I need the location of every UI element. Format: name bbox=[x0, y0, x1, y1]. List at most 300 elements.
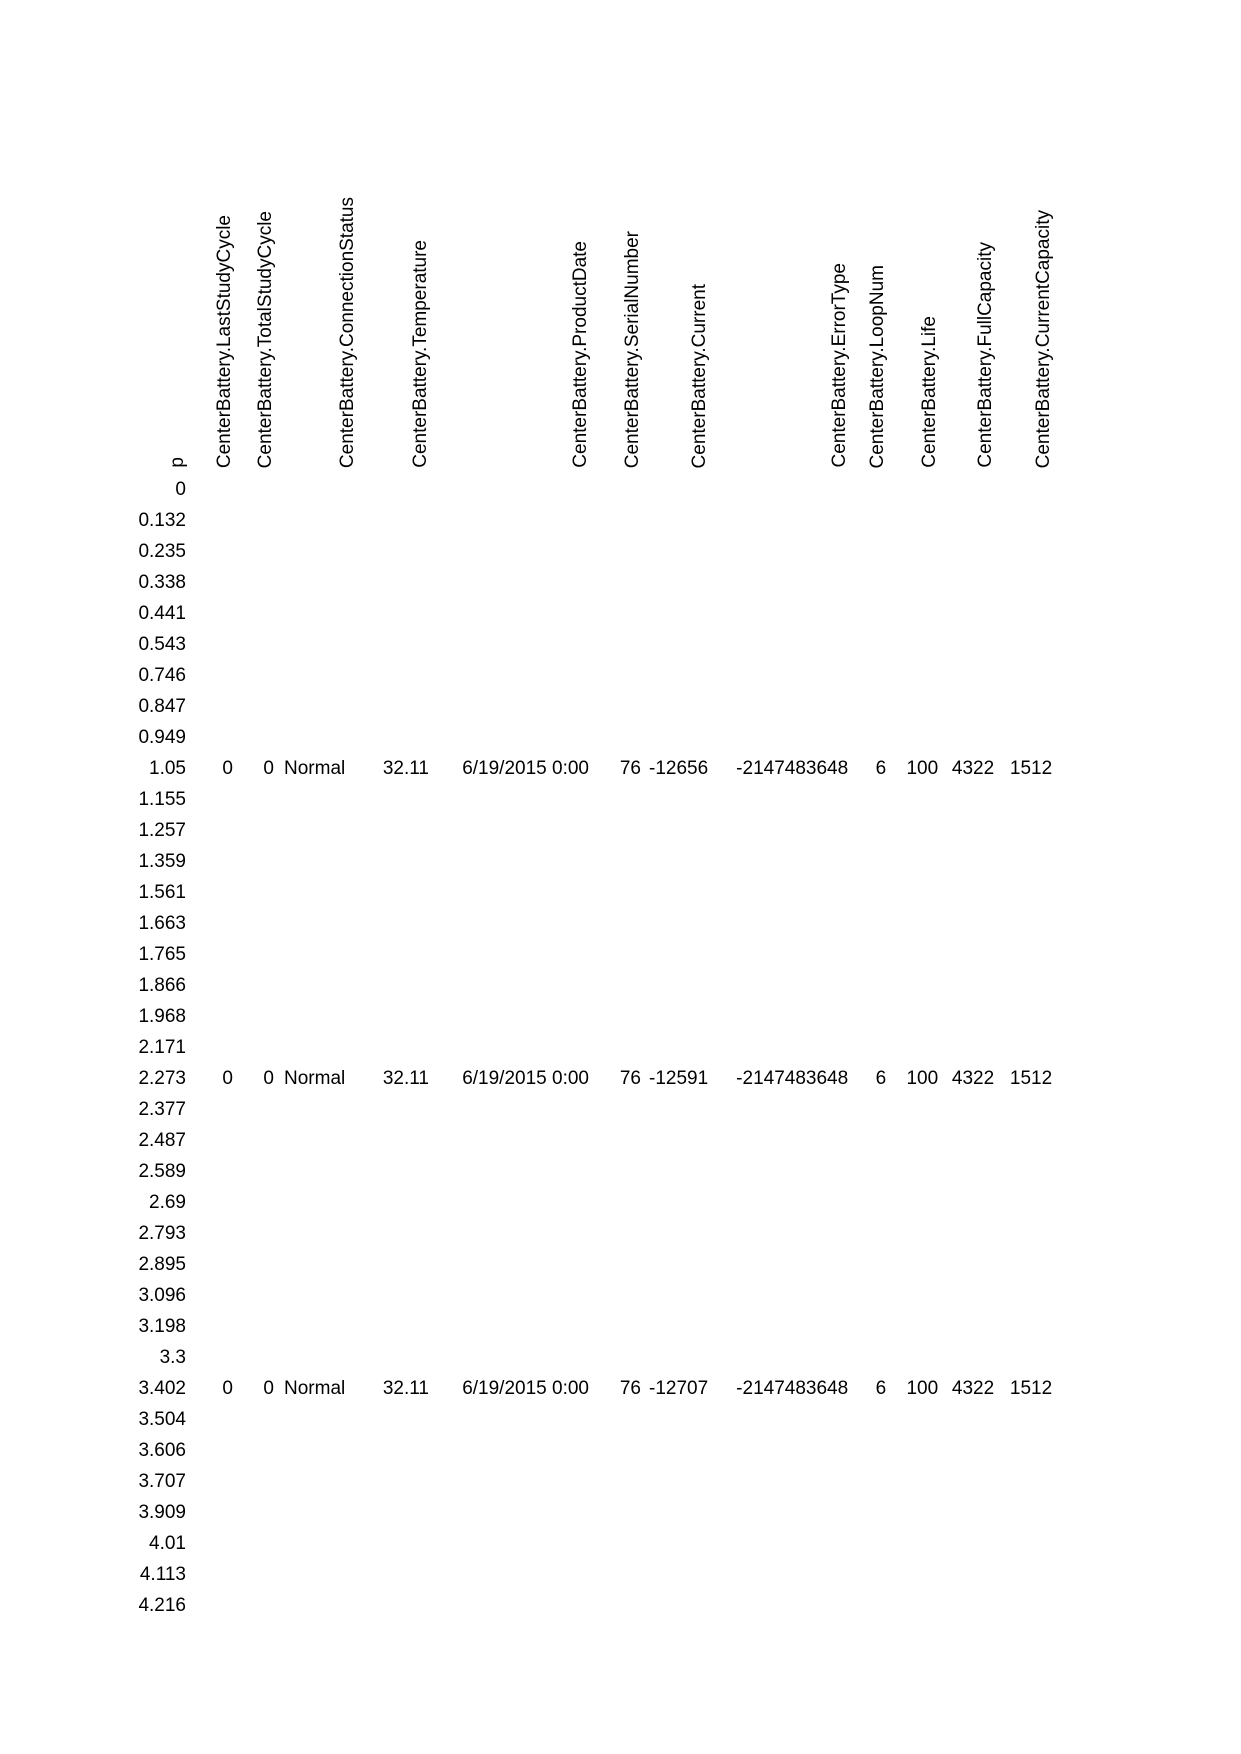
cell-product-date bbox=[433, 660, 593, 691]
cell-current-capacity bbox=[998, 1404, 1056, 1435]
row-p-value: 3.909 bbox=[138, 1502, 186, 1523]
cell-loop-num bbox=[852, 939, 890, 970]
cell-full-capacity bbox=[942, 1094, 998, 1125]
table-row bbox=[124, 1125, 1056, 1156]
cell-temperature bbox=[360, 1001, 433, 1032]
row-p-value: 4.01 bbox=[149, 1533, 186, 1554]
cell-product-date bbox=[433, 1342, 593, 1373]
column-header-p bbox=[124, 140, 190, 474]
cell-product-date: 6/19/2015 0:00 bbox=[462, 1378, 589, 1399]
cell-product-date bbox=[433, 1187, 593, 1218]
table-row bbox=[124, 691, 1056, 722]
row-p-value: 4.113 bbox=[139, 1564, 186, 1585]
cell-product-date bbox=[433, 1249, 593, 1280]
cell-life bbox=[890, 939, 942, 970]
cell-current-capacity bbox=[998, 1528, 1056, 1559]
cell-serial-number bbox=[593, 660, 645, 691]
column-header-loop-num bbox=[852, 140, 890, 474]
cell-last-study-cycle bbox=[190, 1249, 237, 1280]
cell-product-date bbox=[433, 1466, 593, 1497]
row-p-value: 1.663 bbox=[138, 913, 186, 934]
cell-product-date bbox=[433, 1032, 593, 1063]
row-p-value: 3.606 bbox=[138, 1440, 186, 1461]
column-header-current-capacity-label: CenterBattery.CurrentCapacity bbox=[1033, 209, 1055, 468]
cell-temperature bbox=[360, 1218, 433, 1249]
cell-current-capacity bbox=[998, 536, 1056, 567]
cell-current-capacity bbox=[998, 1001, 1056, 1032]
cell-serial-number bbox=[593, 1435, 645, 1466]
cell-connection-status bbox=[278, 536, 360, 567]
cell-connection-status bbox=[278, 1497, 360, 1528]
cell-error-type: -2147483648 bbox=[736, 1068, 849, 1089]
cell-last-study-cycle bbox=[190, 1466, 237, 1497]
cell-life bbox=[890, 1528, 942, 1559]
cell-serial-number bbox=[593, 505, 645, 536]
cell-current-capacity bbox=[998, 1125, 1056, 1156]
column-header-temperature bbox=[360, 140, 433, 474]
row-p-value: 1.968 bbox=[138, 1006, 186, 1027]
cell-serial-number bbox=[593, 815, 645, 846]
table-row bbox=[124, 908, 1056, 939]
cell-loop-num bbox=[852, 784, 890, 815]
cell-serial-number bbox=[593, 877, 645, 908]
cell-total-study-cycle bbox=[237, 1559, 278, 1590]
cell-connection-status bbox=[278, 1435, 360, 1466]
cell-last-study-cycle bbox=[190, 1590, 237, 1621]
cell-temperature bbox=[360, 505, 433, 536]
cell-life bbox=[890, 567, 942, 598]
cell-life bbox=[890, 1559, 942, 1590]
cell-error-type bbox=[712, 1218, 852, 1249]
cell-current bbox=[645, 1125, 712, 1156]
cell-temperature bbox=[360, 1466, 433, 1497]
cell-current-capacity bbox=[998, 629, 1056, 660]
cell-connection-status bbox=[278, 1125, 360, 1156]
cell-current-capacity: 1512 bbox=[1009, 1378, 1053, 1399]
cell-current bbox=[645, 1528, 712, 1559]
cell-life bbox=[890, 1094, 942, 1125]
table-row bbox=[124, 1342, 1056, 1373]
cell-current-capacity: 1512 bbox=[1009, 1068, 1053, 1089]
cell-full-capacity bbox=[942, 1466, 998, 1497]
row-p-value: 3.504 bbox=[138, 1409, 186, 1430]
cell-current bbox=[645, 1342, 712, 1373]
cell-loop-num bbox=[852, 1590, 890, 1621]
row-p-value: 3.707 bbox=[138, 1471, 186, 1492]
column-header-loop-num-label: CenterBattery.LoopNum bbox=[867, 264, 889, 468]
cell-connection-status bbox=[278, 1466, 360, 1497]
cell-error-type bbox=[712, 1590, 852, 1621]
row-p-value: 2.589 bbox=[138, 1161, 186, 1182]
cell-current bbox=[645, 846, 712, 877]
cell-serial-number bbox=[593, 1280, 645, 1311]
cell-last-study-cycle bbox=[190, 1404, 237, 1435]
cell-temperature bbox=[360, 908, 433, 939]
cell-temperature bbox=[360, 939, 433, 970]
cell-full-capacity bbox=[942, 784, 998, 815]
cell-temperature bbox=[360, 1590, 433, 1621]
cell-full-capacity bbox=[942, 1187, 998, 1218]
cell-temperature bbox=[360, 567, 433, 598]
cell-temperature bbox=[360, 1249, 433, 1280]
cell-last-study-cycle bbox=[190, 1218, 237, 1249]
cell-connection-status bbox=[278, 629, 360, 660]
cell-full-capacity bbox=[942, 1218, 998, 1249]
cell-temperature bbox=[360, 1187, 433, 1218]
cell-last-study-cycle bbox=[190, 567, 237, 598]
cell-full-capacity bbox=[942, 1559, 998, 1590]
cell-error-type bbox=[712, 598, 852, 629]
table-row bbox=[124, 567, 1056, 598]
cell-full-capacity bbox=[942, 660, 998, 691]
cell-product-date bbox=[433, 691, 593, 722]
cell-total-study-cycle bbox=[237, 1466, 278, 1497]
cell-product-date bbox=[433, 1311, 593, 1342]
cell-product-date bbox=[433, 536, 593, 567]
cell-life bbox=[890, 846, 942, 877]
cell-life bbox=[890, 1125, 942, 1156]
cell-product-date bbox=[433, 1218, 593, 1249]
cell-total-study-cycle bbox=[237, 908, 278, 939]
table-row bbox=[124, 629, 1056, 660]
cell-current bbox=[645, 1311, 712, 1342]
table-row bbox=[124, 939, 1056, 970]
cell-serial-number bbox=[593, 1125, 645, 1156]
cell-current bbox=[645, 939, 712, 970]
cell-last-study-cycle bbox=[190, 846, 237, 877]
cell-serial-number bbox=[593, 598, 645, 629]
cell-error-type bbox=[712, 1156, 852, 1187]
cell-full-capacity: 4322 bbox=[951, 758, 995, 779]
column-header-connection-status-label: CenterBattery.ConnectionStatus bbox=[337, 196, 358, 468]
cell-full-capacity bbox=[942, 1590, 998, 1621]
column-header-total-study-cycle bbox=[237, 140, 278, 474]
cell-current-capacity bbox=[998, 1187, 1056, 1218]
table-row bbox=[124, 1311, 1056, 1342]
row-p-value: 2.377 bbox=[138, 1099, 186, 1120]
table-row bbox=[124, 1435, 1056, 1466]
cell-loop-num bbox=[852, 1125, 890, 1156]
cell-temperature bbox=[360, 691, 433, 722]
column-header-product-date-label: CenterBattery.ProductDate bbox=[570, 241, 591, 468]
cell-full-capacity: 4322 bbox=[951, 1378, 995, 1399]
cell-error-type bbox=[712, 1249, 852, 1280]
cell-product-date bbox=[433, 1001, 593, 1032]
cell-total-study-cycle bbox=[237, 629, 278, 660]
row-p-value: 1.561 bbox=[138, 882, 186, 903]
cell-serial-number bbox=[593, 629, 645, 660]
cell-life: 100 bbox=[906, 1378, 939, 1399]
cell-life bbox=[890, 1342, 942, 1373]
table-row bbox=[124, 1187, 1056, 1218]
cell-serial-number bbox=[593, 908, 645, 939]
cell-temperature bbox=[360, 474, 433, 505]
column-header-total-study-cycle-label: CenterBattery.TotalStudyCycle bbox=[255, 210, 276, 468]
cell-product-date bbox=[433, 1435, 593, 1466]
cell-serial-number bbox=[593, 1559, 645, 1590]
cell-total-study-cycle bbox=[237, 660, 278, 691]
table-row bbox=[124, 1528, 1056, 1559]
cell-full-capacity bbox=[942, 691, 998, 722]
cell-full-capacity bbox=[942, 722, 998, 753]
cell-temperature bbox=[360, 1497, 433, 1528]
cell-serial-number: 76 bbox=[619, 1378, 641, 1399]
cell-connection-status bbox=[278, 1032, 360, 1063]
cell-current: -12591 bbox=[649, 1068, 709, 1089]
cell-current bbox=[645, 1156, 712, 1187]
cell-connection-status bbox=[278, 1311, 360, 1342]
cell-serial-number: 76 bbox=[619, 758, 641, 779]
cell-current-capacity bbox=[998, 691, 1056, 722]
cell-serial-number bbox=[593, 1497, 645, 1528]
row-p-value: 0 bbox=[175, 479, 186, 500]
cell-product-date bbox=[433, 505, 593, 536]
cell-connection-status bbox=[278, 567, 360, 598]
cell-total-study-cycle bbox=[237, 1435, 278, 1466]
cell-loop-num bbox=[852, 846, 890, 877]
row-p-value: 2.487 bbox=[138, 1130, 186, 1151]
cell-error-type bbox=[712, 691, 852, 722]
cell-loop-num bbox=[852, 1001, 890, 1032]
cell-total-study-cycle bbox=[237, 1094, 278, 1125]
cell-error-type bbox=[712, 1342, 852, 1373]
cell-error-type bbox=[712, 1528, 852, 1559]
cell-last-study-cycle bbox=[190, 815, 237, 846]
cell-last-study-cycle: 0 bbox=[222, 1068, 233, 1089]
table-row bbox=[124, 1218, 1056, 1249]
cell-total-study-cycle bbox=[237, 1249, 278, 1280]
cell-full-capacity bbox=[942, 567, 998, 598]
cell-product-date bbox=[433, 567, 593, 598]
cell-connection-status bbox=[278, 474, 360, 505]
table-row bbox=[124, 1032, 1056, 1063]
cell-connection-status bbox=[278, 660, 360, 691]
cell-error-type bbox=[712, 474, 852, 505]
cell-last-study-cycle bbox=[190, 908, 237, 939]
cell-life bbox=[890, 1187, 942, 1218]
cell-loop-num bbox=[852, 970, 890, 1001]
cell-serial-number bbox=[593, 1032, 645, 1063]
cell-total-study-cycle: 0 bbox=[263, 1378, 274, 1399]
cell-connection-status bbox=[278, 1187, 360, 1218]
cell-total-study-cycle bbox=[237, 1218, 278, 1249]
cell-error-type bbox=[712, 1466, 852, 1497]
cell-current bbox=[645, 1280, 712, 1311]
cell-temperature bbox=[360, 1094, 433, 1125]
cell-product-date bbox=[433, 474, 593, 505]
cell-error-type: -2147483648 bbox=[736, 1378, 849, 1399]
cell-full-capacity bbox=[942, 877, 998, 908]
cell-error-type bbox=[712, 1404, 852, 1435]
cell-last-study-cycle: 0 bbox=[222, 1378, 233, 1399]
row-p-value: 1.155 bbox=[138, 789, 186, 810]
cell-current-capacity bbox=[998, 567, 1056, 598]
cell-current-capacity bbox=[998, 1156, 1056, 1187]
cell-connection-status bbox=[278, 846, 360, 877]
row-p-value: 0.441 bbox=[138, 603, 186, 624]
cell-product-date bbox=[433, 1528, 593, 1559]
cell-serial-number bbox=[593, 1590, 645, 1621]
cell-current bbox=[645, 691, 712, 722]
row-p-value: 2.793 bbox=[138, 1223, 186, 1244]
cell-last-study-cycle bbox=[190, 1280, 237, 1311]
cell-life: 100 bbox=[906, 1068, 939, 1089]
cell-last-study-cycle bbox=[190, 1094, 237, 1125]
cell-serial-number bbox=[593, 474, 645, 505]
cell-loop-num bbox=[852, 691, 890, 722]
cell-connection-status bbox=[278, 1342, 360, 1373]
cell-loop-num bbox=[852, 1466, 890, 1497]
cell-life bbox=[890, 1280, 942, 1311]
cell-temperature bbox=[360, 1404, 433, 1435]
cell-life bbox=[890, 722, 942, 753]
row-p-value: 4.216 bbox=[138, 1595, 186, 1616]
cell-current-capacity bbox=[998, 1559, 1056, 1590]
table-row bbox=[124, 784, 1056, 815]
cell-last-study-cycle bbox=[190, 1342, 237, 1373]
cell-error-type bbox=[712, 1187, 852, 1218]
cell-full-capacity bbox=[942, 1497, 998, 1528]
cell-serial-number bbox=[593, 1218, 645, 1249]
row-p-value: 0.235 bbox=[138, 541, 186, 562]
cell-full-capacity bbox=[942, 908, 998, 939]
cell-loop-num bbox=[852, 1311, 890, 1342]
row-p-value: 0.132 bbox=[138, 510, 186, 531]
cell-current-capacity bbox=[998, 1590, 1056, 1621]
cell-full-capacity bbox=[942, 1280, 998, 1311]
cell-life bbox=[890, 1218, 942, 1249]
cell-serial-number bbox=[593, 1404, 645, 1435]
cell-full-capacity bbox=[942, 846, 998, 877]
table-row bbox=[124, 970, 1056, 1001]
cell-error-type bbox=[712, 629, 852, 660]
cell-temperature bbox=[360, 1528, 433, 1559]
cell-life bbox=[890, 660, 942, 691]
table-row bbox=[124, 1001, 1056, 1032]
cell-last-study-cycle bbox=[190, 1001, 237, 1032]
cell-life bbox=[890, 1001, 942, 1032]
cell-temperature bbox=[360, 536, 433, 567]
table-row bbox=[124, 505, 1056, 536]
cell-total-study-cycle bbox=[237, 474, 278, 505]
cell-current-capacity bbox=[998, 1280, 1056, 1311]
cell-total-study-cycle bbox=[237, 1125, 278, 1156]
cell-connection-status bbox=[278, 1218, 360, 1249]
cell-total-study-cycle: 0 bbox=[263, 1068, 274, 1089]
table-row bbox=[124, 474, 1056, 505]
cell-serial-number bbox=[593, 1001, 645, 1032]
cell-current bbox=[645, 474, 712, 505]
cell-life bbox=[890, 505, 942, 536]
row-p-value: 3.402 bbox=[138, 1378, 186, 1399]
cell-total-study-cycle bbox=[237, 1590, 278, 1621]
cell-serial-number bbox=[593, 722, 645, 753]
cell-temperature bbox=[360, 629, 433, 660]
cell-full-capacity bbox=[942, 1001, 998, 1032]
column-header-full-capacity bbox=[942, 140, 998, 474]
cell-full-capacity bbox=[942, 505, 998, 536]
column-header-last-study-cycle-label: CenterBattery.LastStudyCycle bbox=[214, 214, 235, 468]
cell-last-study-cycle bbox=[190, 505, 237, 536]
row-p-value: 0.746 bbox=[138, 665, 186, 686]
column-header-temperature-label: CenterBattery.Temperature bbox=[410, 240, 431, 468]
cell-last-study-cycle bbox=[190, 1528, 237, 1559]
cell-serial-number bbox=[593, 1342, 645, 1373]
cell-life bbox=[890, 1497, 942, 1528]
cell-current bbox=[645, 567, 712, 598]
cell-connection-status bbox=[278, 691, 360, 722]
cell-total-study-cycle bbox=[237, 598, 278, 629]
cell-product-date bbox=[433, 970, 593, 1001]
cell-life bbox=[890, 1404, 942, 1435]
column-header-error-type bbox=[712, 140, 852, 474]
cell-product-date bbox=[433, 1559, 593, 1590]
cell-temperature bbox=[360, 1435, 433, 1466]
row-p-value: 1.05 bbox=[149, 758, 186, 779]
cell-product-date bbox=[433, 1590, 593, 1621]
cell-full-capacity bbox=[942, 1342, 998, 1373]
cell-serial-number bbox=[593, 1094, 645, 1125]
cell-total-study-cycle bbox=[237, 970, 278, 1001]
cell-current-capacity bbox=[998, 505, 1056, 536]
cell-current bbox=[645, 1404, 712, 1435]
column-header-last-study-cycle bbox=[190, 140, 237, 474]
cell-connection-status bbox=[278, 1590, 360, 1621]
cell-loop-num bbox=[852, 1404, 890, 1435]
column-header-life-label: CenterBattery.Life bbox=[919, 316, 941, 468]
cell-current-capacity bbox=[998, 1094, 1056, 1125]
column-header-error-type-label: CenterBattery.ErrorType bbox=[829, 263, 851, 468]
cell-total-study-cycle bbox=[237, 1311, 278, 1342]
cell-total-study-cycle bbox=[237, 536, 278, 567]
table-row bbox=[124, 722, 1056, 753]
cell-temperature bbox=[360, 970, 433, 1001]
cell-product-date: 6/19/2015 0:00 bbox=[462, 1068, 589, 1089]
cell-error-type bbox=[712, 784, 852, 815]
cell-last-study-cycle bbox=[190, 536, 237, 567]
cell-last-study-cycle bbox=[190, 784, 237, 815]
battery-data-table bbox=[124, 140, 1056, 1621]
cell-loop-num bbox=[852, 1435, 890, 1466]
cell-serial-number bbox=[593, 691, 645, 722]
cell-full-capacity bbox=[942, 1156, 998, 1187]
cell-loop-num: 6 bbox=[875, 758, 887, 779]
cell-loop-num bbox=[852, 1342, 890, 1373]
cell-error-type bbox=[712, 1094, 852, 1125]
cell-product-date bbox=[433, 1497, 593, 1528]
cell-current-capacity bbox=[998, 1497, 1056, 1528]
cell-serial-number: 76 bbox=[619, 1068, 641, 1089]
cell-error-type bbox=[712, 1559, 852, 1590]
cell-last-study-cycle bbox=[190, 1435, 237, 1466]
cell-serial-number bbox=[593, 567, 645, 598]
cell-current bbox=[645, 1559, 712, 1590]
cell-error-type bbox=[712, 1280, 852, 1311]
cell-loop-num bbox=[852, 908, 890, 939]
cell-current bbox=[645, 1001, 712, 1032]
cell-connection-status bbox=[278, 877, 360, 908]
cell-serial-number bbox=[593, 970, 645, 1001]
column-header-connection-status bbox=[278, 140, 360, 474]
table-row bbox=[124, 815, 1056, 846]
cell-total-study-cycle bbox=[237, 505, 278, 536]
column-header-current bbox=[645, 140, 712, 474]
cell-last-study-cycle bbox=[190, 1559, 237, 1590]
cell-current: -12656 bbox=[649, 758, 709, 779]
cell-error-type bbox=[712, 877, 852, 908]
column-header-serial-number bbox=[593, 140, 645, 474]
cell-error-type bbox=[712, 1032, 852, 1063]
